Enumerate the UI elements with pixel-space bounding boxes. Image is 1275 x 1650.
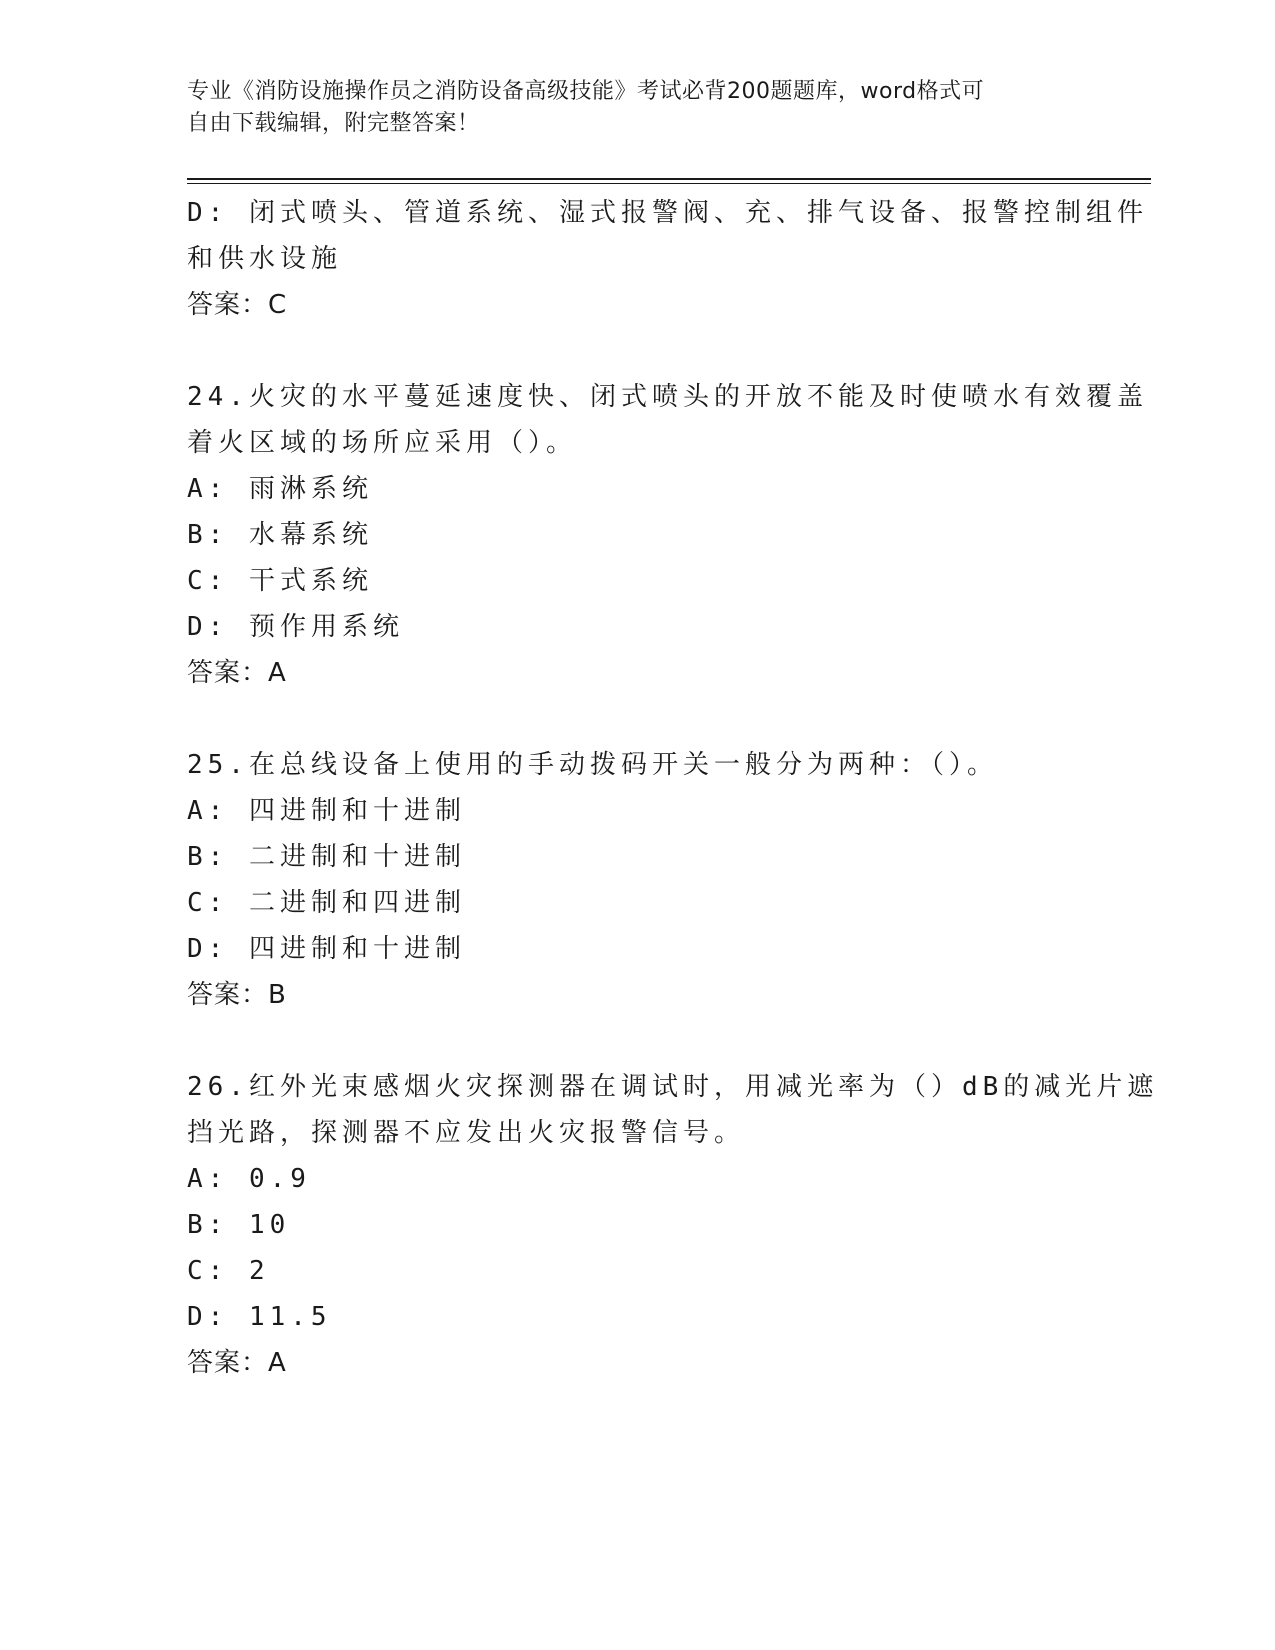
spacer xyxy=(187,1018,1087,1064)
option-c: C: 2 xyxy=(187,1256,270,1286)
question-stem: 24.火灾的水平蔓延速度快、闭式喷头的开放不能及时使喷水有效覆盖 xyxy=(187,382,1148,412)
spacer xyxy=(187,328,1087,374)
option-a: A: 雨淋系统 xyxy=(187,474,373,504)
option-a: A: 四进制和十进制 xyxy=(187,796,466,826)
option-c: C: 干式系统 xyxy=(187,566,373,596)
answer-line: 答案：A xyxy=(187,1348,287,1378)
header-line-1: 专业《消防设施操作员之消防设备高级技能》考试必背200题题库，word格式可 xyxy=(187,79,985,104)
question-stem-continued: 着火区域的场所应采用（）。 xyxy=(187,428,578,458)
header-rule-thin xyxy=(187,183,1151,184)
page-header xyxy=(187,76,1067,140)
option-a: A: 0.9 xyxy=(187,1164,311,1194)
option-d: D: 闭式喷头、管道系统、湿式报警阀、充、排气设备、报警控制组件 xyxy=(187,198,1148,228)
question-24 xyxy=(187,374,1148,696)
option-d: D: 预作用系统 xyxy=(187,612,404,642)
question-23-tail xyxy=(187,190,1148,328)
answer-line: 答案：A xyxy=(187,658,287,688)
option-b: B: 水幕系统 xyxy=(187,520,373,550)
question-26 xyxy=(187,1064,1159,1386)
question-stem: 26.红外光束感烟火灾探测器在调试时，用减光率为（）dB的减光片遮 xyxy=(187,1072,1159,1102)
spacer xyxy=(187,696,1087,742)
option-b: B: 10 xyxy=(187,1210,291,1240)
question-25 xyxy=(187,742,1087,1018)
option-d: D: 11.5 xyxy=(187,1302,332,1332)
header-rule-thick xyxy=(187,178,1151,180)
header-line-2: 自由下载编辑，附完整答案！ xyxy=(187,111,480,136)
answer-line: 答案：C xyxy=(187,290,288,320)
option-d-continued: 和供水设施 xyxy=(187,244,343,274)
question-stem-continued: 挡光路，探测器不应发出火灾报警信号。 xyxy=(187,1118,746,1148)
option-b: B: 二进制和十进制 xyxy=(187,842,466,872)
answer-line: 答案：B xyxy=(187,980,287,1010)
option-c: C: 二进制和四进制 xyxy=(187,888,466,918)
option-d: D: 四进制和十进制 xyxy=(187,934,466,964)
document-body xyxy=(187,190,1159,1386)
question-stem: 25.在总线设备上使用的手动拨码开关一般分为两种：（）。 xyxy=(187,750,998,780)
